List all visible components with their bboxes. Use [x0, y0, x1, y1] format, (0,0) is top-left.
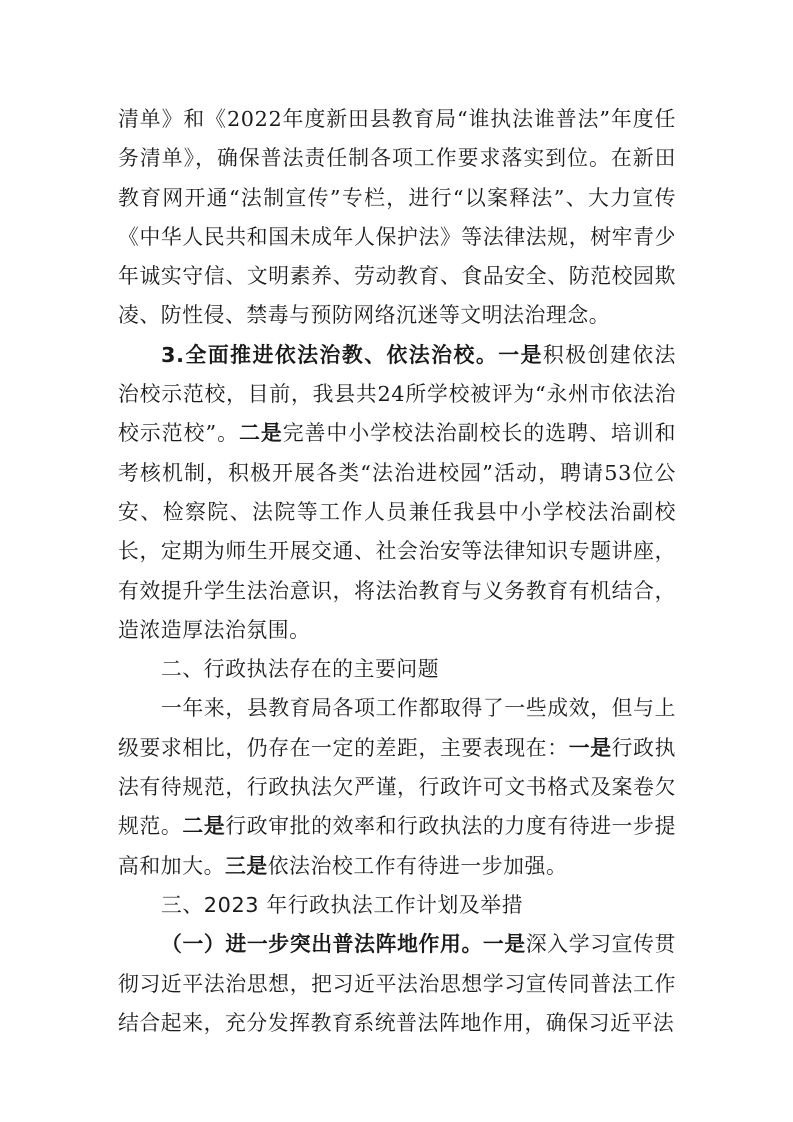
- paragraph-rule-of-law-schools: [118, 336, 676, 650]
- paragraph-problems: [118, 689, 676, 885]
- item-title: 3.全面推进依法治教、依法治校。: [161, 342, 499, 367]
- paragraph-text: 行政执法有待规范，行政执法欠严谨，行政许可文书格式及案卷欠规范。: [118, 735, 676, 839]
- marker-first: 一是: [568, 735, 612, 760]
- section-heading-plan: 三、2023 年行政执法工作计划及举措: [161, 892, 524, 917]
- paragraph-text: 行政审批的效率和行政执法的力度有待进一步提高和加大。: [118, 814, 676, 878]
- marker-second: 二是: [182, 814, 226, 839]
- document-body: [118, 100, 676, 1043]
- paragraph-plan-publicity: [118, 925, 676, 1043]
- paragraph-law-publicity: [118, 100, 676, 336]
- paragraph-text: 完善中小学校法治副校长的选聘、培训和考核机制，积极开展各类“法治进校园”活动，聘请53位公安、检察院、法院等工作人员兼任我县中小学校法治副校长，定期为师生开展交通、社会治安等法律知识专题讲座，有效提升学生法治意识，将法治教育与义务教育有机结合，造浓造厚法治氛围。: [118, 421, 676, 642]
- item-title: （一）进一步突出普法阵地作用。: [161, 932, 483, 957]
- marker-first: 一是: [482, 932, 526, 957]
- paragraph-text: 积极创建依法治校示范校，目前，我县共24所学校被评为“永州市依法治校示范校”。: [118, 342, 677, 446]
- marker-third: 三是: [224, 853, 268, 878]
- paragraph-text: 一年来，县教育局各项工作都取得了一些成效，但与上级要求相比，仍存在一定的差距，主要表现在：: [118, 696, 676, 760]
- marker-second: 二是: [239, 421, 283, 446]
- paragraph-text: 清单》和《2022年度新田县教育局“谁执法谁普法”年度任务清单》，确保普法责任制各项工作要求落实到位。在新田教育网开通“法制宣传”专栏，进行“以案释法”、大力宣传《中华人民共和国未成年人保护法》等法律法规，树牢青少年诚实守信、文明素养、劳动教育、食品安全、防范校园欺凌、防性侵、禁毒与预防网络沉迷等文明法治理念。: [118, 107, 676, 328]
- paragraph-text: 深入学习宣传贯彻习近平法治思想，把习近平法治思想学习宣传同普法工作结合起来，充分发挥教育系统普法阵地作用，确保习近平法: [118, 932, 677, 1035]
- marker-first: 一是: [498, 342, 543, 367]
- section-heading-problems: 二、行政执法存在的主要问题: [161, 657, 440, 682]
- paragraph-text: 依法治校工作有待进一步加强。: [267, 853, 568, 878]
